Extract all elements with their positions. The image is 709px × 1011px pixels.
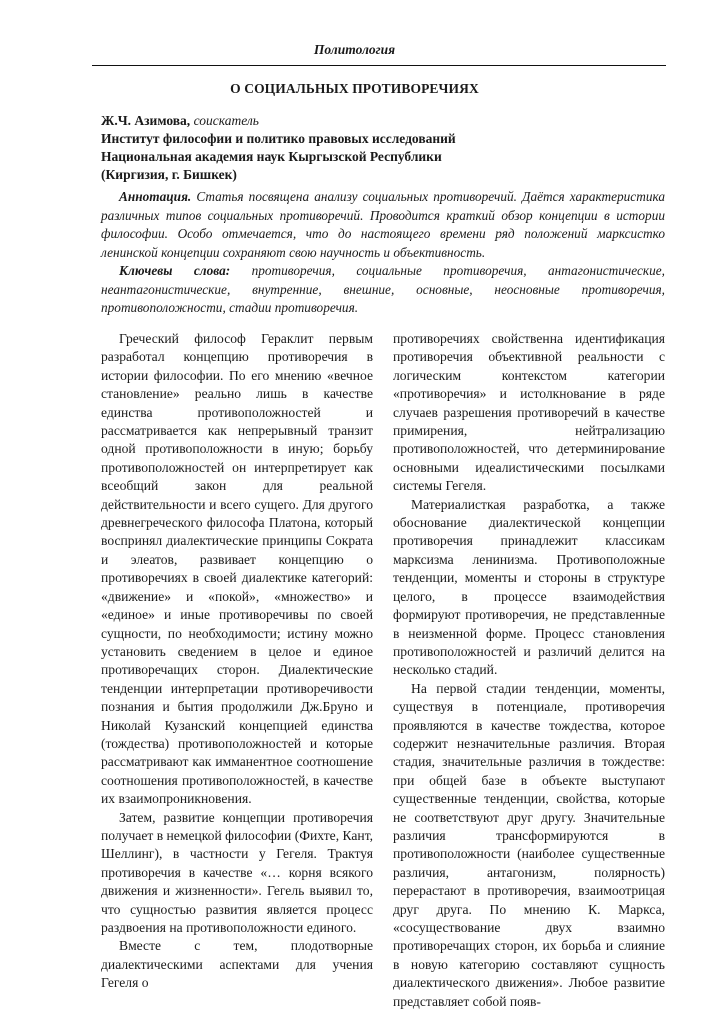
body-paragraph-continued: противоречиях свойственна идентификация противоречия объективной реальности с логическим контекстом категории «противоречия» и истолкнование в ряде случаев разрешения противоречий в качестве примирения, нейтрализацию противоположностей, что детерминирование основными идеалистическими посылками системы Гегеля. bbox=[393, 331, 665, 494]
abstract-text: Статья посвящена анализу социальных противоречий. Даётся характеристика различных типов социальных противоречий. Проводится краткий обзор концепции в истории философии. Особо отмечается, что до настоящего времени ряд положений марксистко ленинской концепции сохраняют свою научность и объективность. bbox=[101, 189, 665, 260]
abstract-paragraph bbox=[101, 188, 665, 262]
body-paragraph: Затем, развитие концепции противоречия получает в немецкой философии (Фихте, Кант, Шеллинг), в частности у Гегеля. Трактуя противоречия в качестве «… корня всякого движения и жизненности». Гегель выявил то, что сущностью развития является процесс раздвоения на противоположности единого. bbox=[101, 809, 374, 935]
author-line bbox=[101, 112, 456, 130]
body-paragraph: Греческий философ Гераклит первым разработал концепцию противоречия в истории философии. По его мнению «вечное становление» реально лишь в качестве единства противоположностей и рассматривается как непрерывный транзит одной противоположности в иную; борьбу противоположностей он интерпретирует как всеобщий закон для реальной действительности и всего сущего. Для другого древнегреческого философа Платона, который воспринял диалектические принципы Сократа и элеатов, развивает концепцию о противоречиях в своей диалектике категорий: «движение» и «покой», «множество» и «единое» и иные противоречивы по своей сущности, по необходимости; истину можно установить сведением в целое и единое противоречащих сторон. Диалектические тенденции интерпретации противоречивости познания и бытия продолжили Дж.Бруно и Николай Кузанский концепцией единства (тождества) противоположностей и которые рассматривают как имманентное соотношение соотношения противоположностей, в качестве их взаимопроникновения. bbox=[101, 331, 373, 807]
keywords-text: противоречия, социальные противоречия, антагонистические, неантагонистические, внутренние, внешние, основные, неосновные противоречия, противоположности, стадии противоречия. bbox=[101, 263, 665, 315]
body-column-right bbox=[393, 330, 665, 1011]
header-rule bbox=[92, 65, 666, 66]
affiliation-location: (Киргизия, г. Бишкек) bbox=[101, 167, 237, 182]
body-paragraph: Материалисткая разработка, а также обоснование диалектической концепции противоречия принадлежит классикам марксизма ленинизма. Противоположные тенденции, моменты и стороны в структуре целого, в процессе взаимодействия формируют противоречия, не представленные в неизменной форме. Процесс становления противоположностей и различий делится на несколько стадий. bbox=[393, 496, 665, 678]
journal-section-header: Политология bbox=[313, 42, 396, 57]
affiliation-institute: Институт философии и политико правовых исследований bbox=[101, 131, 456, 146]
author-role: соискатель bbox=[193, 113, 259, 128]
body-paragraph: На первой стадии тенденции, моменты, существуя в потенциале, противоречия проявляются в качестве тождества, которое содержит незначительные различия. Вторая стадия, значительные различия в тождестве: при общей базе в объекте выступают существенные тенденции, свойства, которые не соответствуют друг другу. Значительные различия трансформируются в противоположности (наиболее существенные различия, антагонизм, полярность) перерастают в противоречия, взаимоотрицая друг друга. По мнению К. Маркса, «сосуществование двух взаимно противоречащих сторон, их борьба и слияние в новую категорию составляют сущность диалектического движения». Любое развитие представляет собой появ- bbox=[393, 680, 665, 1009]
abstract-block bbox=[101, 188, 665, 318]
body-paragraph: Вместе с тем, плодотворные диалектическими аспектами для учения Гегеля о bbox=[101, 938, 373, 991]
keywords-paragraph bbox=[101, 262, 665, 318]
author-name: Ж.Ч. Азимова, bbox=[101, 113, 191, 128]
keywords-label: Ключевы слова: bbox=[119, 263, 231, 278]
abstract-label: Аннотация. bbox=[119, 189, 192, 204]
author-block bbox=[101, 112, 456, 184]
body-column-left bbox=[101, 330, 373, 993]
affiliation-academy: Национальная академия наук Кыргызской Республики bbox=[101, 149, 442, 164]
article-title: О СОЦИАЛЬНЫХ ПРОТИВОРЕЧИЯХ bbox=[230, 81, 479, 96]
